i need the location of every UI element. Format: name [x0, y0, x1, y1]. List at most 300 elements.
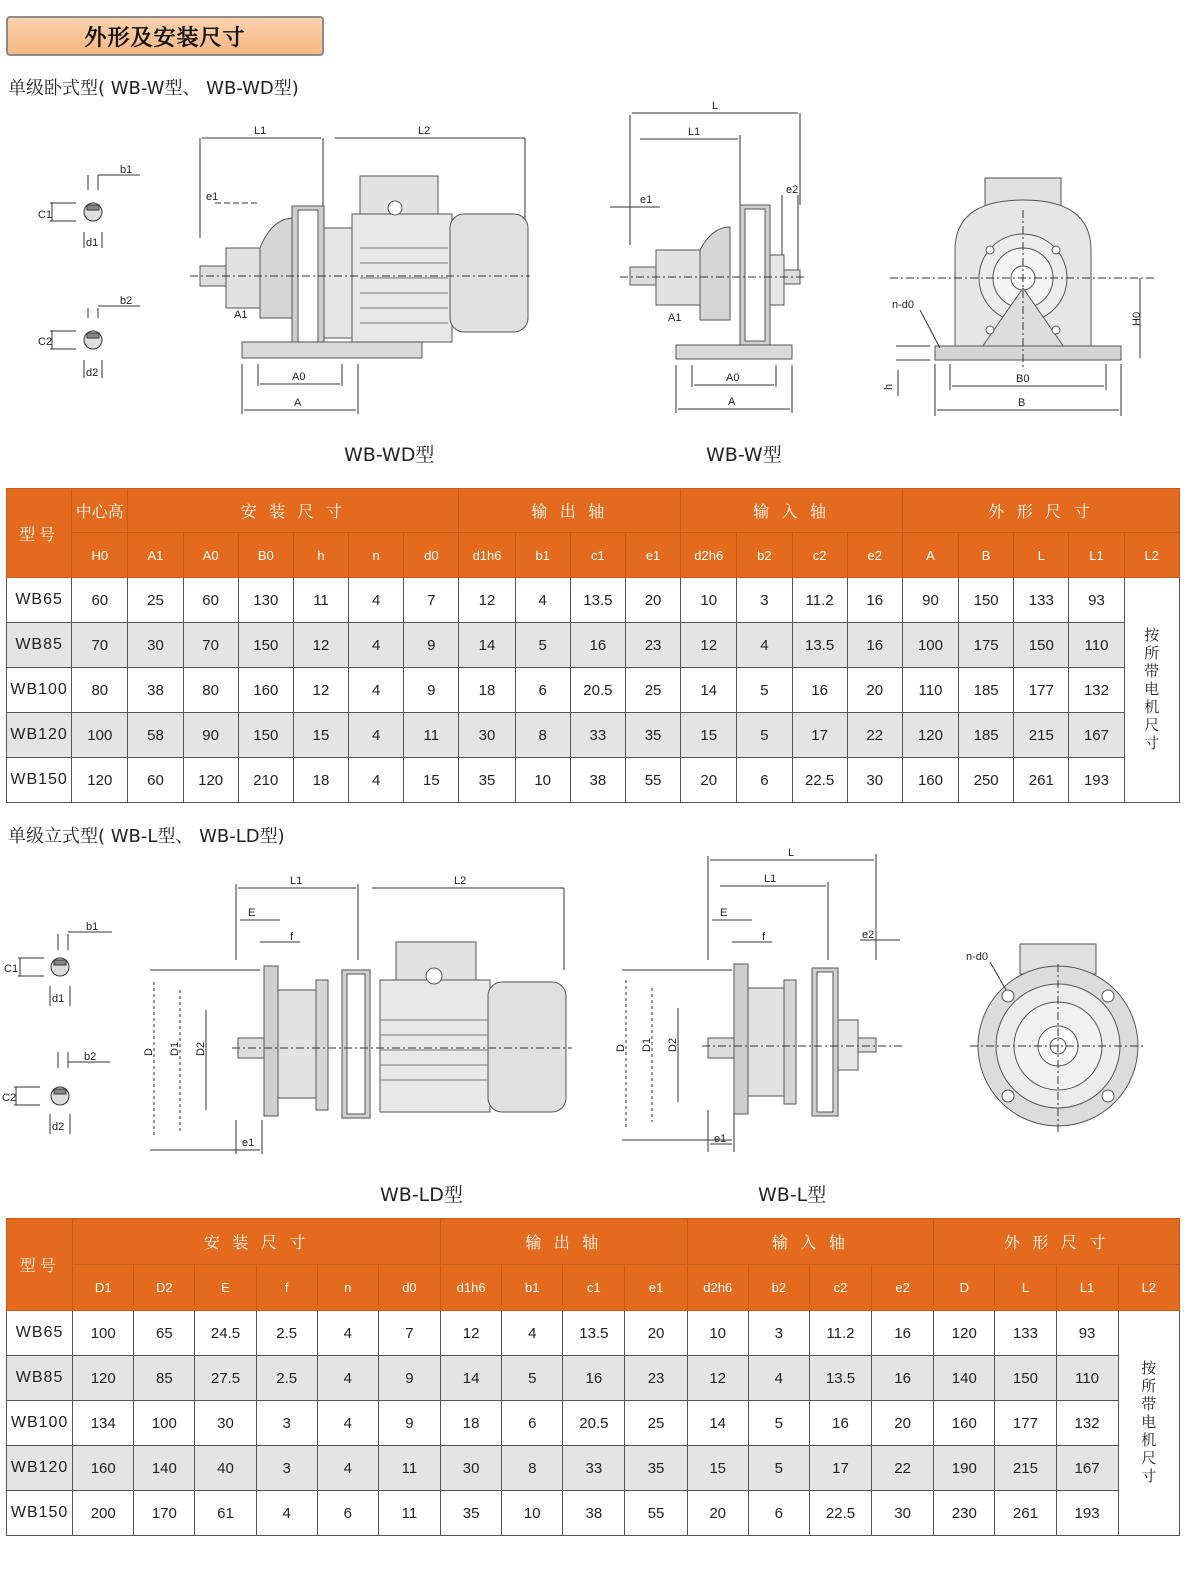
column-header: e1 — [625, 1265, 687, 1311]
table-cell: 33 — [570, 713, 625, 758]
column-header: h — [293, 533, 348, 578]
table-cell: 110 — [902, 668, 958, 713]
table-cell: 13.5 — [792, 623, 847, 668]
table-cell: 9 — [378, 1401, 440, 1446]
column-header: b2 — [748, 1265, 809, 1311]
dim-label: C1 — [4, 963, 19, 975]
wb-wd-drawing — [180, 118, 540, 418]
table-cell: 132 — [1056, 1401, 1118, 1446]
table-cell: 14 — [441, 1356, 502, 1401]
caption-wb-w: WB-W型 — [706, 444, 782, 466]
table-cell: 150 — [238, 713, 293, 758]
table-cell: 7 — [378, 1311, 440, 1356]
table-cell: 60 — [128, 758, 183, 803]
dim-label: d2 — [52, 1121, 65, 1133]
dim-label: L1 — [290, 875, 303, 887]
table-cell: 20 — [872, 1401, 934, 1446]
model-cell: WB120 — [7, 1446, 73, 1491]
table-cell: 7 — [404, 578, 459, 623]
table-cell: 30 — [128, 623, 183, 668]
dim-label: h — [883, 383, 895, 390]
table-cell: 16 — [570, 623, 625, 668]
dim-label: n-d0 — [892, 299, 915, 311]
table-cell: 90 — [902, 578, 958, 623]
table-cell: 30 — [872, 1491, 934, 1536]
caption-wb-ld: WB-LD型 — [380, 1184, 463, 1206]
table-cell: 4 — [502, 1311, 563, 1356]
model-cell: WB150 — [7, 758, 72, 803]
table-row — [7, 623, 1180, 668]
table-cell: 30 — [847, 758, 902, 803]
wb-ld-drawing — [140, 870, 580, 1160]
table-cell: 13.5 — [563, 1311, 625, 1356]
table-cell: 167 — [1069, 713, 1124, 758]
table-cell: 3 — [737, 578, 792, 623]
model-header: 型号 — [7, 489, 72, 578]
table-cell: 200 — [73, 1491, 134, 1536]
caption-wb-wd: WB-WD型 — [344, 444, 435, 466]
table-row — [7, 1491, 1180, 1536]
table-cell: 22 — [847, 713, 902, 758]
table-cell: 35 — [459, 758, 515, 803]
table-cell: 4 — [349, 758, 404, 803]
table-cell: 6 — [737, 758, 792, 803]
dim-label: D1 — [641, 1037, 653, 1052]
table-cell: 150 — [238, 623, 293, 668]
table-cell: 150 — [995, 1356, 1056, 1401]
vertical-spec-table — [6, 1218, 1180, 1536]
dim-label: B0 — [1016, 373, 1030, 385]
table-cell: 140 — [134, 1446, 195, 1491]
model-cell: WB85 — [7, 1356, 73, 1401]
table-cell: 18 — [293, 758, 348, 803]
table-cell: 38 — [570, 758, 625, 803]
column-header: n — [317, 1265, 378, 1311]
table-cell: 20 — [625, 578, 680, 623]
table-cell: 93 — [1069, 578, 1124, 623]
table-cell: 16 — [809, 1401, 871, 1446]
table-cell: 250 — [959, 758, 1014, 803]
group-input-shaft: 输 入 轴 — [681, 489, 903, 533]
column-header: D — [934, 1265, 995, 1311]
table-cell: 14 — [681, 668, 737, 713]
table-cell: 40 — [195, 1446, 256, 1491]
dim-label: f — [762, 931, 766, 943]
wb-l-drawing — [612, 840, 912, 1160]
column-header: L1 — [1056, 1265, 1118, 1311]
table-cell: 133 — [995, 1311, 1056, 1356]
table-row — [7, 758, 1180, 803]
dim-label: A1 — [234, 309, 248, 321]
table-cell: 160 — [902, 758, 958, 803]
dim-label: D1 — [169, 1041, 181, 1056]
dim-label: A — [294, 397, 302, 409]
column-header: L2 — [1118, 1265, 1179, 1311]
table-cell: 16 — [847, 578, 902, 623]
table-cell: 12 — [441, 1311, 502, 1356]
table-cell: 9 — [404, 623, 459, 668]
table-cell: 33 — [563, 1446, 625, 1491]
column-header: L — [995, 1265, 1056, 1311]
dim-label: e1 — [640, 194, 653, 206]
table-cell: 4 — [737, 623, 792, 668]
column-header: e2 — [872, 1265, 934, 1311]
end-view-vertical — [960, 940, 1150, 1140]
dim-label: f — [290, 931, 294, 943]
dim-label: A — [728, 396, 736, 408]
dim-label: C2 — [2, 1092, 17, 1104]
table-cell: 261 — [995, 1491, 1056, 1536]
table-cell: 9 — [378, 1356, 440, 1401]
table-cell: 133 — [1014, 578, 1069, 623]
table-cell: 12 — [293, 668, 348, 713]
table-cell: 25 — [625, 1401, 687, 1446]
table-row — [7, 668, 1180, 713]
table-row — [7, 1311, 1180, 1356]
table-cell: 6 — [317, 1491, 378, 1536]
table-cell: 12 — [459, 578, 515, 623]
table-cell: 5 — [748, 1401, 809, 1446]
column-header: c2 — [792, 533, 847, 578]
dim-label: d2 — [86, 367, 99, 379]
table-cell: 15 — [681, 713, 737, 758]
column-header: E — [195, 1265, 256, 1311]
table-cell: 160 — [73, 1446, 134, 1491]
table-cell: 2.5 — [256, 1356, 317, 1401]
column-header: c1 — [563, 1265, 625, 1311]
table-cell: 185 — [959, 713, 1014, 758]
table-cell: 6 — [748, 1491, 809, 1536]
column-header: c2 — [809, 1265, 871, 1311]
table-cell: 120 — [934, 1311, 995, 1356]
dim-label: b2 — [84, 1051, 97, 1063]
dim-label: e1 — [206, 191, 219, 203]
table-cell: 22.5 — [792, 758, 847, 803]
table-cell: 11 — [378, 1491, 440, 1536]
table-cell: 215 — [1014, 713, 1069, 758]
table-cell: 12 — [681, 623, 737, 668]
table-row — [7, 713, 1180, 758]
table-cell: 10 — [502, 1491, 563, 1536]
table-cell: 5 — [515, 623, 570, 668]
table-cell: 20.5 — [570, 668, 625, 713]
table-cell: 93 — [1056, 1311, 1118, 1356]
table-cell: 140 — [934, 1356, 995, 1401]
column-header: f — [256, 1265, 317, 1311]
horizontal-heading: 单级卧式型( WB-W型、 WB-WD型) — [8, 78, 299, 99]
table-cell: 110 — [1069, 623, 1124, 668]
table-cell: 11.2 — [792, 578, 847, 623]
column-header: D1 — [73, 1265, 134, 1311]
table-cell: 120 — [183, 758, 238, 803]
table-cell: 27.5 — [195, 1356, 256, 1401]
dim-label: H0 — [1131, 311, 1143, 326]
table-cell: 35 — [625, 1446, 687, 1491]
dim-label: D2 — [195, 1041, 207, 1056]
table-cell: 20 — [687, 1491, 748, 1536]
table-cell: 22.5 — [809, 1491, 871, 1536]
table-cell: 10 — [687, 1311, 748, 1356]
table-cell: 2.5 — [256, 1311, 317, 1356]
table-cell: 16 — [847, 623, 902, 668]
table-row — [7, 578, 1180, 623]
dim-label: e1 — [242, 1137, 255, 1149]
dim-label: D2 — [667, 1037, 679, 1052]
table-cell: 30 — [441, 1446, 502, 1491]
table-cell: 60 — [183, 578, 238, 623]
table-row — [7, 1446, 1180, 1491]
table-row — [7, 1356, 1180, 1401]
group-output-shaft: 输 出 轴 — [441, 1219, 688, 1265]
column-header: L1 — [1069, 533, 1124, 578]
column-header: A0 — [183, 533, 238, 578]
table-cell: 5 — [737, 668, 792, 713]
dim-label: L1 — [764, 873, 777, 885]
table-cell: 100 — [902, 623, 958, 668]
vertical-heading: 单级立式型( WB-L型、 WB-LD型) — [8, 826, 285, 847]
dim-label: L1 — [688, 126, 701, 138]
column-header: c1 — [570, 533, 625, 578]
table-cell: 15 — [293, 713, 348, 758]
table-cell: 55 — [625, 758, 680, 803]
table-cell: 35 — [625, 713, 680, 758]
wb-w-drawing — [600, 95, 810, 415]
table-cell: 100 — [73, 1311, 134, 1356]
dim-label: e1 — [714, 1133, 727, 1145]
dim-label: C2 — [38, 336, 53, 348]
column-header: A — [902, 533, 958, 578]
table-cell: 4 — [317, 1311, 378, 1356]
column-header: B0 — [238, 533, 293, 578]
group-input-shaft: 输 入 轴 — [687, 1219, 934, 1265]
table-cell: 17 — [809, 1446, 871, 1491]
table-cell: 20 — [681, 758, 737, 803]
table-cell: 167 — [1056, 1446, 1118, 1491]
table-cell: 175 — [959, 623, 1014, 668]
model-cell: WB150 — [7, 1491, 73, 1536]
column-header: d2h6 — [687, 1265, 748, 1311]
table-cell: 11 — [378, 1446, 440, 1491]
l2-note: 按所带电机尺寸 — [1144, 627, 1160, 752]
table-cell: 35 — [441, 1491, 502, 1536]
center-height-header: 中心高 — [72, 489, 128, 533]
table-cell: 58 — [128, 713, 183, 758]
group-install: 安 装 尺 寸 — [73, 1219, 441, 1265]
column-header: b1 — [502, 1265, 563, 1311]
keyway-drawing-vertical — [0, 912, 120, 1152]
table-cell: 3 — [256, 1401, 317, 1446]
table-cell: 30 — [195, 1401, 256, 1446]
table-cell: 18 — [459, 668, 515, 713]
table-cell: 12 — [293, 623, 348, 668]
column-header: A1 — [128, 533, 183, 578]
group-outline: 外 形 尺 寸 — [934, 1219, 1180, 1265]
table-cell: 80 — [183, 668, 238, 713]
dim-label: E — [248, 907, 256, 919]
column-header: d1h6 — [459, 533, 515, 578]
table-cell: 30 — [459, 713, 515, 758]
column-header: d0 — [378, 1265, 440, 1311]
table-cell: 185 — [959, 668, 1014, 713]
table-cell: 23 — [625, 1356, 687, 1401]
table-cell: 120 — [72, 758, 128, 803]
table-cell: 193 — [1069, 758, 1124, 803]
horizontal-spec-table — [6, 488, 1180, 803]
end-view-horizontal — [880, 170, 1160, 420]
table-cell: 13.5 — [570, 578, 625, 623]
column-header: e1 — [625, 533, 680, 578]
dim-label: D — [615, 1044, 627, 1052]
table-cell: 215 — [995, 1446, 1056, 1491]
table-cell: 230 — [934, 1491, 995, 1536]
table-cell: 61 — [195, 1491, 256, 1536]
l2-note: 按所带电机尺寸 — [1141, 1360, 1157, 1485]
table-cell: 190 — [934, 1446, 995, 1491]
model-cell: WB100 — [7, 668, 72, 713]
dim-label: L2 — [418, 125, 431, 137]
table-cell: 193 — [1056, 1491, 1118, 1536]
table-cell: 6 — [515, 668, 570, 713]
table-cell: 24.5 — [195, 1311, 256, 1356]
table-cell: 210 — [238, 758, 293, 803]
table-cell: 170 — [134, 1491, 195, 1536]
group-install: 安 装 尺 寸 — [128, 489, 459, 533]
table-cell: 16 — [872, 1311, 934, 1356]
table-cell: 4 — [349, 623, 404, 668]
dim-label: L1 — [254, 125, 267, 137]
table-cell: 11.2 — [809, 1311, 871, 1356]
table-cell: 3 — [256, 1446, 317, 1491]
dim-label: e2 — [786, 184, 799, 196]
table-cell: 150 — [1014, 623, 1069, 668]
table-cell: 150 — [959, 578, 1014, 623]
table-cell: 22 — [872, 1446, 934, 1491]
group-output-shaft: 输 出 轴 — [459, 489, 681, 533]
table-cell: 14 — [687, 1401, 748, 1446]
table-cell: 85 — [134, 1356, 195, 1401]
model-header: 型号 — [7, 1219, 73, 1311]
dim-label: b1 — [86, 921, 99, 933]
column-header: n — [349, 533, 404, 578]
dim-label: d1 — [86, 237, 99, 249]
dim-label: L — [712, 100, 719, 112]
dim-label: A0 — [726, 372, 740, 384]
table-cell: 80 — [72, 668, 128, 713]
model-cell: WB85 — [7, 623, 72, 668]
dim-label: n-d0 — [966, 951, 989, 963]
dim-label: d1 — [52, 993, 65, 1005]
table-cell: 25 — [128, 578, 183, 623]
dim-label: L2 — [454, 875, 467, 887]
table-cell: 3 — [748, 1311, 809, 1356]
table-cell: 120 — [73, 1356, 134, 1401]
table-cell: 4 — [349, 713, 404, 758]
table-cell: 90 — [183, 713, 238, 758]
table-cell: 100 — [72, 713, 128, 758]
table-cell: 130 — [238, 578, 293, 623]
table-cell: 25 — [625, 668, 680, 713]
table-cell: 132 — [1069, 668, 1124, 713]
dim-label: B — [1018, 397, 1026, 409]
table-cell: 261 — [1014, 758, 1069, 803]
table-cell: 20.5 — [563, 1401, 625, 1446]
dim-label: A1 — [668, 312, 682, 324]
group-outline: 外 形 尺 寸 — [902, 489, 1179, 533]
table-cell: 177 — [1014, 668, 1069, 713]
column-header: H0 — [72, 533, 128, 578]
table-cell: 70 — [72, 623, 128, 668]
table-cell: 4 — [256, 1491, 317, 1536]
column-header: L — [1014, 533, 1069, 578]
table-cell: 8 — [515, 713, 570, 758]
dim-label: D — [143, 1048, 155, 1056]
table-cell: 18 — [441, 1401, 502, 1446]
dim-label: E — [720, 907, 728, 919]
table-cell: 134 — [73, 1401, 134, 1446]
column-header: b1 — [515, 533, 570, 578]
column-header: d0 — [404, 533, 459, 578]
table-cell: 110 — [1056, 1356, 1118, 1401]
table-cell: 5 — [748, 1446, 809, 1491]
table-cell: 4 — [317, 1446, 378, 1491]
keyway-drawing-horizontal — [30, 160, 150, 390]
table-cell: 23 — [625, 623, 680, 668]
table-cell: 11 — [404, 713, 459, 758]
column-header: D2 — [134, 1265, 195, 1311]
dim-label: A0 — [292, 371, 306, 383]
table-cell: 160 — [934, 1401, 995, 1446]
table-cell: 6 — [502, 1401, 563, 1446]
table-cell: 11 — [293, 578, 348, 623]
table-cell: 10 — [515, 758, 570, 803]
table-cell: 9 — [404, 668, 459, 713]
table-cell: 38 — [563, 1491, 625, 1536]
table-cell: 20 — [847, 668, 902, 713]
table-cell: 177 — [995, 1401, 1056, 1446]
table-cell: 8 — [502, 1446, 563, 1491]
table-cell: 100 — [134, 1401, 195, 1446]
table-cell: 120 — [902, 713, 958, 758]
column-header: L2 — [1124, 533, 1179, 578]
table-cell: 4 — [349, 578, 404, 623]
table-cell: 13.5 — [809, 1356, 871, 1401]
column-header: d2h6 — [681, 533, 737, 578]
table-cell: 60 — [72, 578, 128, 623]
column-header: B — [959, 533, 1014, 578]
table-cell: 65 — [134, 1311, 195, 1356]
column-header: b2 — [737, 533, 792, 578]
model-cell: WB65 — [7, 1311, 73, 1356]
table-cell: 4 — [317, 1401, 378, 1446]
dim-label: C1 — [38, 209, 53, 221]
table-cell: 17 — [792, 713, 847, 758]
table-cell: 20 — [625, 1311, 687, 1356]
dim-label: e2 — [862, 929, 875, 941]
model-cell: WB120 — [7, 713, 72, 758]
model-cell: WB100 — [7, 1401, 73, 1446]
dim-label: L — [788, 847, 795, 859]
table-cell: 4 — [515, 578, 570, 623]
dim-label: b2 — [120, 295, 133, 307]
caption-wb-l: WB-L型 — [758, 1184, 827, 1206]
table-cell: 10 — [681, 578, 737, 623]
table-cell: 5 — [502, 1356, 563, 1401]
dim-label: b1 — [120, 164, 133, 176]
table-cell: 16 — [872, 1356, 934, 1401]
table-cell: 15 — [687, 1446, 748, 1491]
table-cell: 12 — [687, 1356, 748, 1401]
table-cell: 70 — [183, 623, 238, 668]
